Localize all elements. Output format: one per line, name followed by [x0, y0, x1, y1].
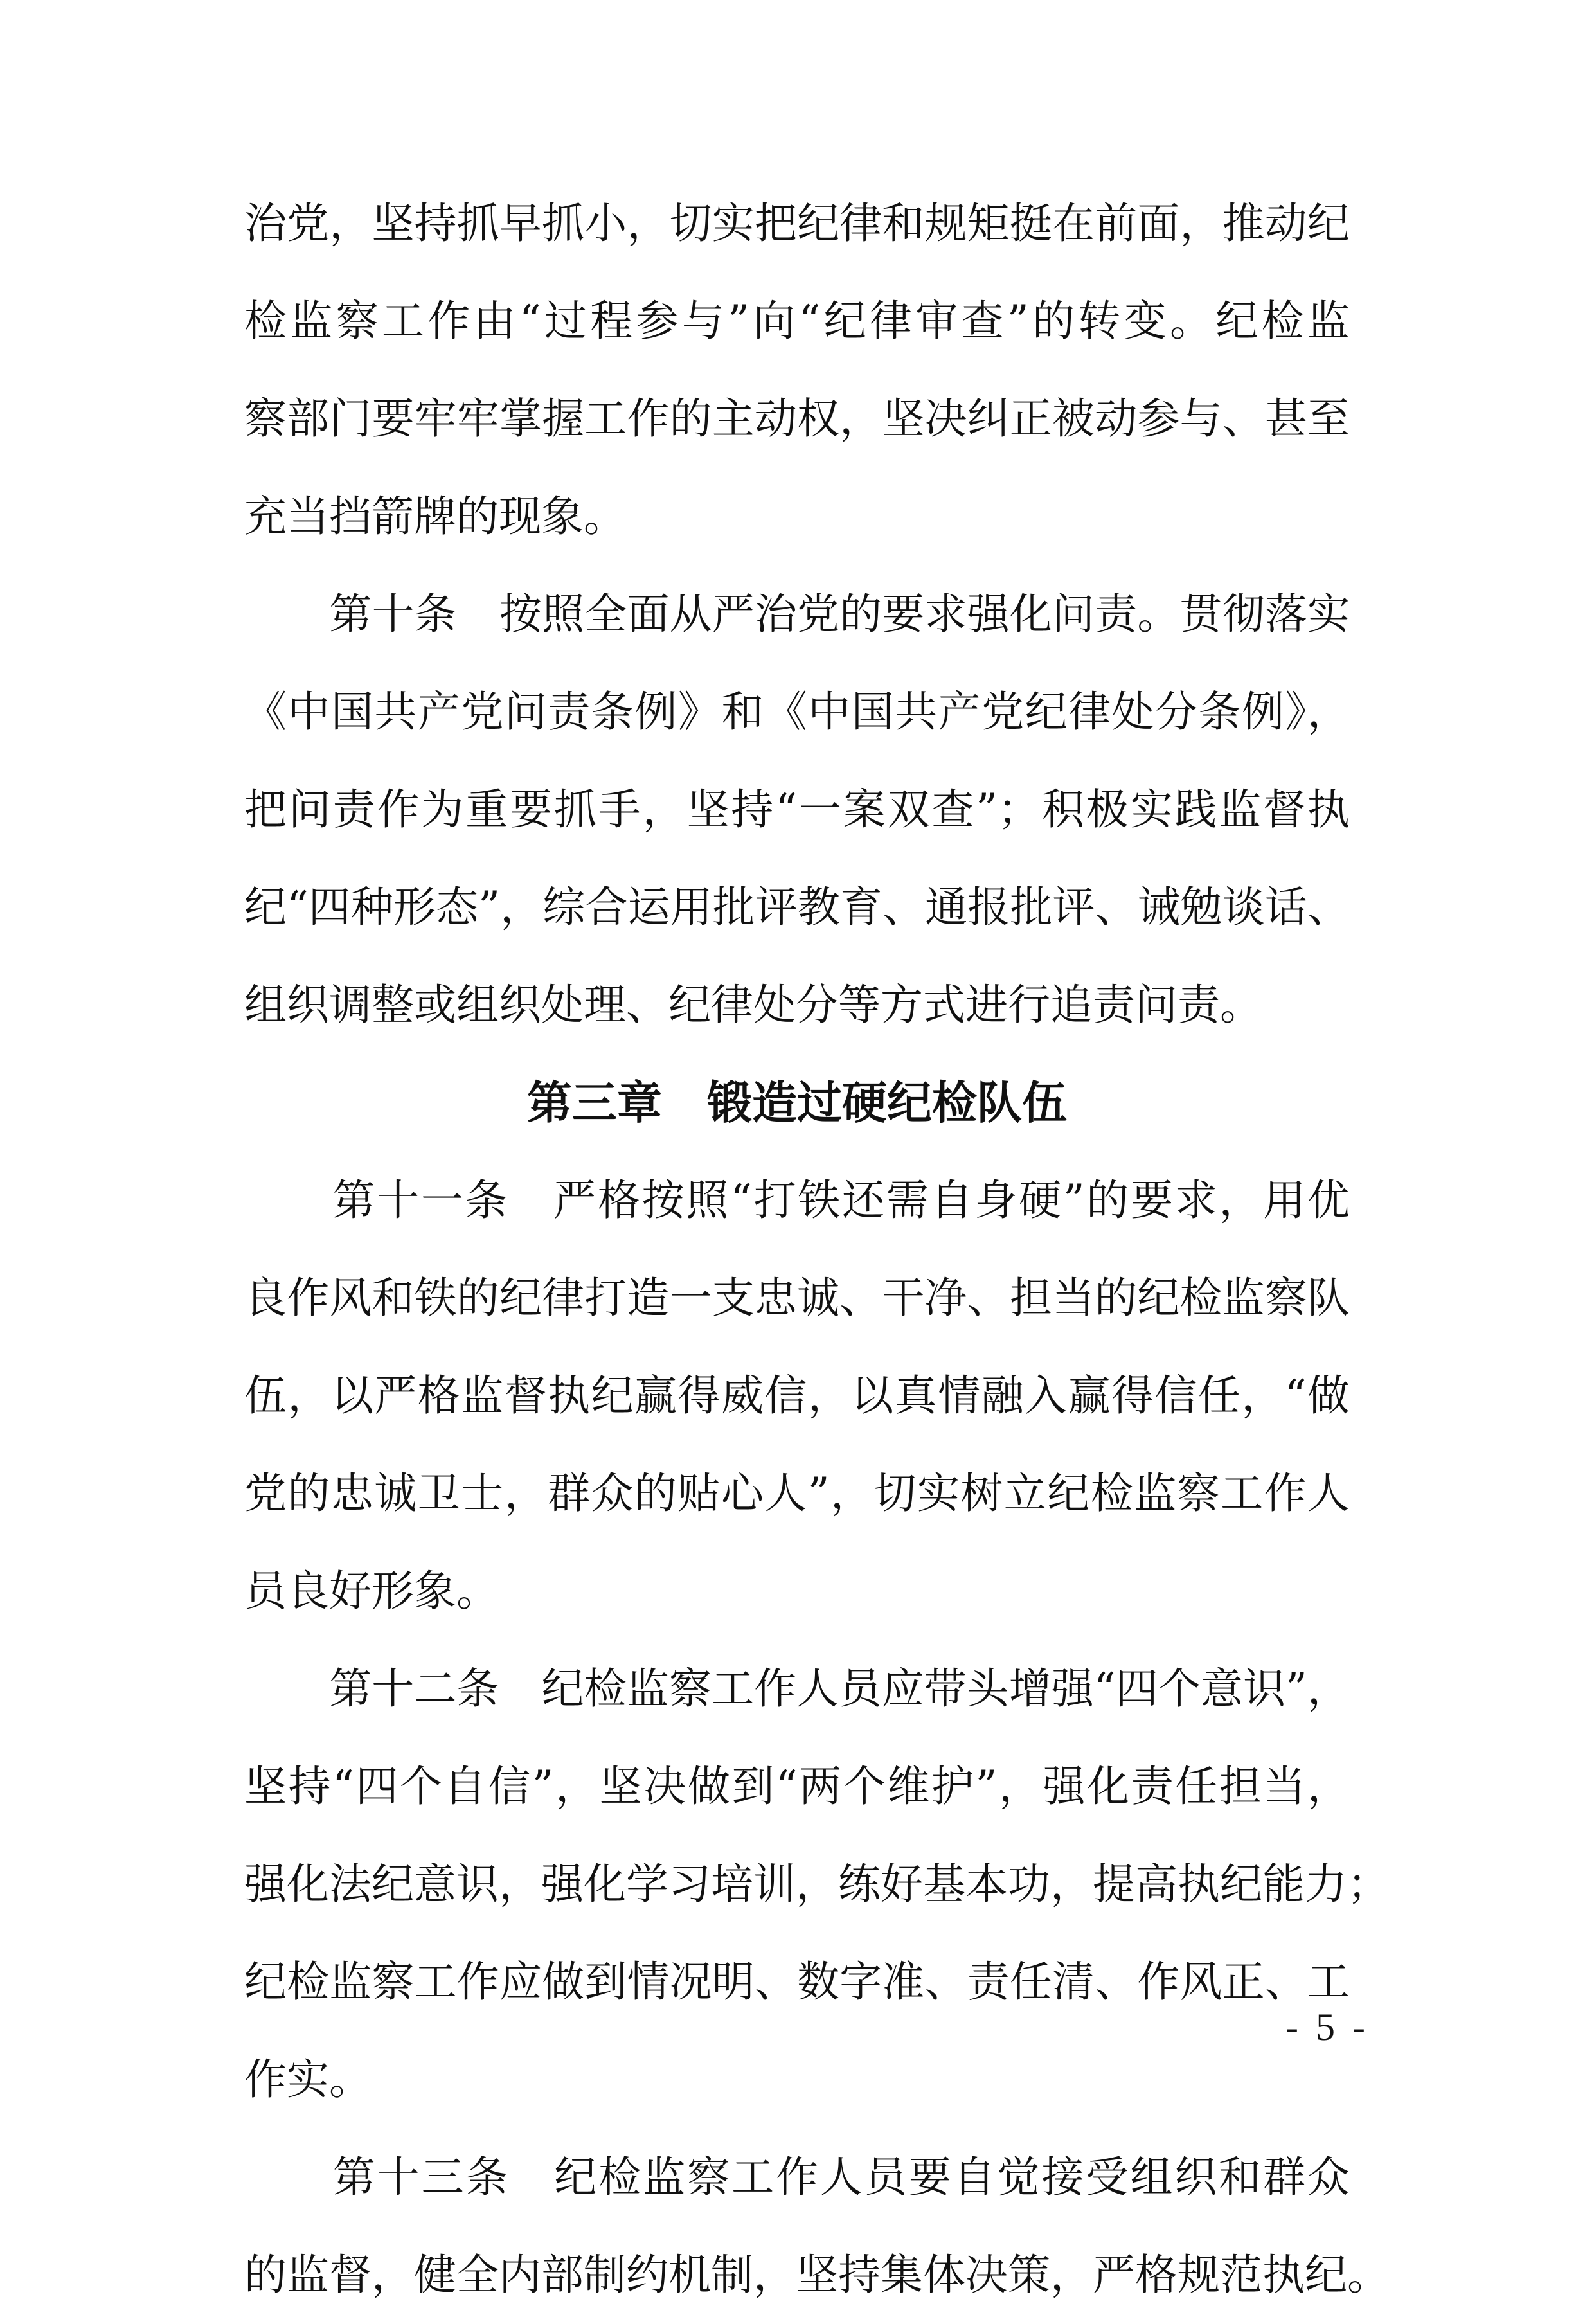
article-13-line: 第十三条 纪检监察工作人员要自觉接受组织和群众 [244, 2152, 1350, 2202]
text-line: 的监督，健全内部制约机制，坚持集体决策，严格规范执纪。 [244, 2250, 1390, 2300]
article-12-line: 第十二条 纪检监察工作人员应带头增强“四个意识”， [244, 1664, 1350, 1713]
chapter-heading: 第三章 锻造过硬纪检队伍 [527, 1077, 1067, 1129]
text-line: 伍，以严格监督执纪赢得威信，以真情融入赢得信任，“做 [244, 1371, 1350, 1420]
page-number: - 5 - [1285, 2006, 1369, 2048]
text-line: 纪检监察工作应做到情况明、数字准、责任清、作风正、工 [244, 1957, 1350, 2007]
text-line: 良作风和铁的纪律打造一支忠诚、干净、担当的纪检监察队 [244, 1273, 1350, 1323]
text-line: 组织调整或组织处理、纪律处分等方式进行追责问责。 [244, 980, 1262, 1030]
body-text [244, 175, 1390, 2324]
text-line: 员良好形象。 [244, 1566, 499, 1616]
text-line: 察部门要牢牢掌握工作的主动权，坚决纠正被动参与、甚至 [244, 394, 1350, 443]
article-10-line: 第十条 按照全面从严治党的要求强化问责。贯彻落实 [244, 589, 1350, 639]
text-line: 治党，坚持抓早抓小，切实把纪律和规矩挺在前面，推动纪 [244, 199, 1350, 248]
text-line: 作实。 [244, 2055, 372, 2104]
text-line: 把问责作为重要抓手，坚持“一案双查”；积极实践监督执 [244, 785, 1350, 834]
text-line: 《中国共产党问责条例》和《中国共产党纪律处分条例》， [244, 687, 1350, 737]
text-line: 党的忠诚卫士，群众的贴心人”，切实树立纪检监察工作人 [244, 1469, 1350, 1518]
text-line: 检监察工作由“过程参与”向“纪律审查”的转变。纪检监 [244, 296, 1350, 346]
article-11-line: 第十一条 严格按照“打铁还需自身硬”的要求，用优 [244, 1175, 1350, 1225]
text-line: 强化法纪意识，强化学习培训，练好基本功，提高执纪能力； [244, 1859, 1390, 1909]
text-line: 坚持“四个自信”，坚决做到“两个维护”，强化责任担当， [244, 1762, 1350, 1811]
text-line: 纪“四种形态”，综合运用批评教育、通报批评、诫勉谈话、 [244, 882, 1350, 932]
text-line: 充当挡箭牌的现象。 [244, 492, 626, 541]
